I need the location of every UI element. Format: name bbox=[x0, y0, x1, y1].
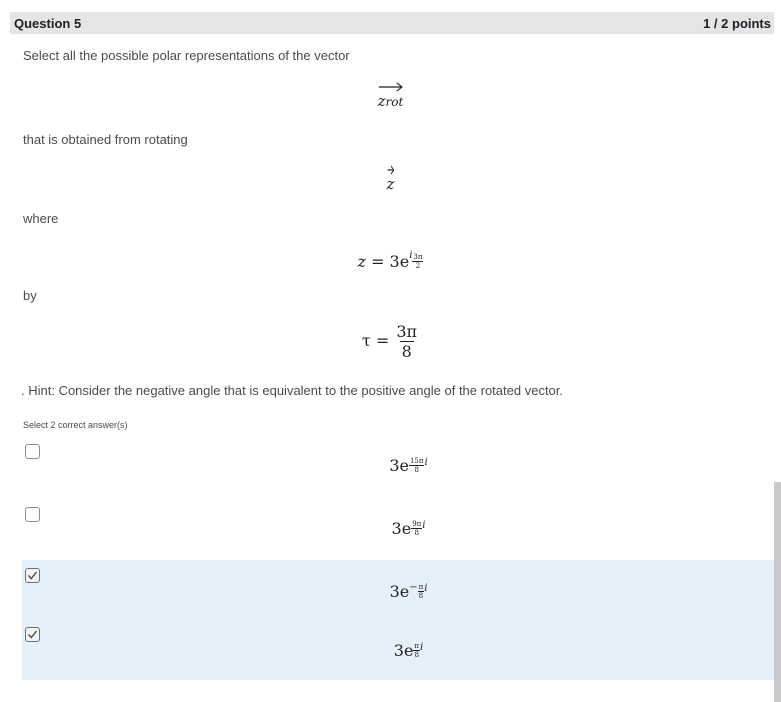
hint-text: . Hint: Consider the negative angle that is equivalent to the positive angle of the rotated vector. bbox=[21, 383, 564, 398]
z-def-eq: = 3e bbox=[371, 252, 410, 271]
prompt-line-4: by bbox=[23, 288, 37, 303]
option-3-base: 3e bbox=[389, 582, 410, 601]
z-def-exp-den: 2 bbox=[415, 262, 421, 270]
z-rot-vector-symbol bbox=[378, 92, 404, 110]
option-1-exp-den: 8 bbox=[414, 466, 419, 474]
z-def-exp-frac bbox=[412, 253, 423, 270]
answer-option-3-math bbox=[0, 582, 781, 601]
z-def-exp-i: i bbox=[409, 250, 413, 261]
option-3-exp-sign: − bbox=[409, 582, 418, 593]
tau-lhs: τ = bbox=[361, 331, 390, 350]
option-1-exp-i: i bbox=[424, 457, 428, 468]
tau-den: 8 bbox=[401, 342, 412, 361]
option-4-exp-i: i bbox=[420, 642, 424, 653]
z-def-lhs: z bbox=[357, 252, 366, 271]
z-vector-base: z bbox=[386, 175, 395, 193]
option-3-exp-den: 8 bbox=[418, 592, 424, 600]
question-header bbox=[10, 12, 774, 34]
option-2-exp-frac bbox=[411, 520, 422, 537]
checkmark-icon bbox=[27, 629, 38, 640]
answer-option-1[interactable] bbox=[0, 440, 781, 475]
z-rot-vector bbox=[0, 92, 781, 110]
answer-checkbox-3[interactable] bbox=[25, 568, 40, 583]
option-2-exp-i: i bbox=[422, 520, 426, 531]
answer-option-1-math bbox=[0, 456, 781, 475]
option-4-exp-den: 8 bbox=[414, 651, 419, 659]
option-4-base: 3e bbox=[393, 641, 414, 660]
z-rot-base: z bbox=[377, 92, 386, 110]
vector-arrow-icon bbox=[387, 165, 395, 175]
z-vector-symbol bbox=[387, 175, 395, 193]
tau-fraction bbox=[394, 322, 419, 361]
prompt-line-1: Select all the possible polar representations of the vector bbox=[23, 48, 350, 63]
z-definition bbox=[0, 250, 781, 271]
answer-option-4[interactable] bbox=[0, 625, 781, 660]
checkmark-icon bbox=[27, 570, 38, 581]
answer-option-3[interactable] bbox=[0, 566, 781, 601]
answer-option-2[interactable] bbox=[0, 503, 781, 538]
option-4-exp-num: π bbox=[414, 642, 420, 650]
option-1-base: 3e bbox=[389, 456, 409, 475]
option-1-exp-frac bbox=[409, 457, 428, 474]
answer-option-4-math bbox=[0, 641, 781, 660]
question-points: 1 / 2 points bbox=[703, 15, 771, 31]
option-2-base: 3e bbox=[391, 519, 412, 538]
option-1-exp-num: 15π bbox=[409, 457, 424, 465]
option-3-exp-i: i bbox=[424, 583, 428, 594]
z-rot-subscript: rot bbox=[385, 95, 404, 109]
tau-num: 3π bbox=[396, 322, 418, 341]
option-2-exp-num: 9π bbox=[412, 520, 422, 528]
z-vector bbox=[0, 175, 781, 193]
select-count-hint: Select 2 correct answer(s) bbox=[23, 420, 128, 430]
prompt-line-2: that is obtained from rotating bbox=[23, 132, 188, 147]
prompt-line-3: where bbox=[23, 211, 59, 226]
option-3-exp-num: π bbox=[418, 583, 424, 591]
option-2-exp-den: 8 bbox=[414, 529, 419, 537]
answer-option-2-math bbox=[0, 519, 781, 538]
page-scrollbar[interactable] bbox=[774, 482, 781, 702]
question-title: Question 5 bbox=[14, 15, 82, 31]
answer-checkbox-4[interactable] bbox=[25, 627, 40, 642]
vector-arrow-icon bbox=[378, 82, 404, 92]
z-def-exp-num: 3π bbox=[413, 253, 423, 261]
tau-definition bbox=[0, 322, 781, 361]
